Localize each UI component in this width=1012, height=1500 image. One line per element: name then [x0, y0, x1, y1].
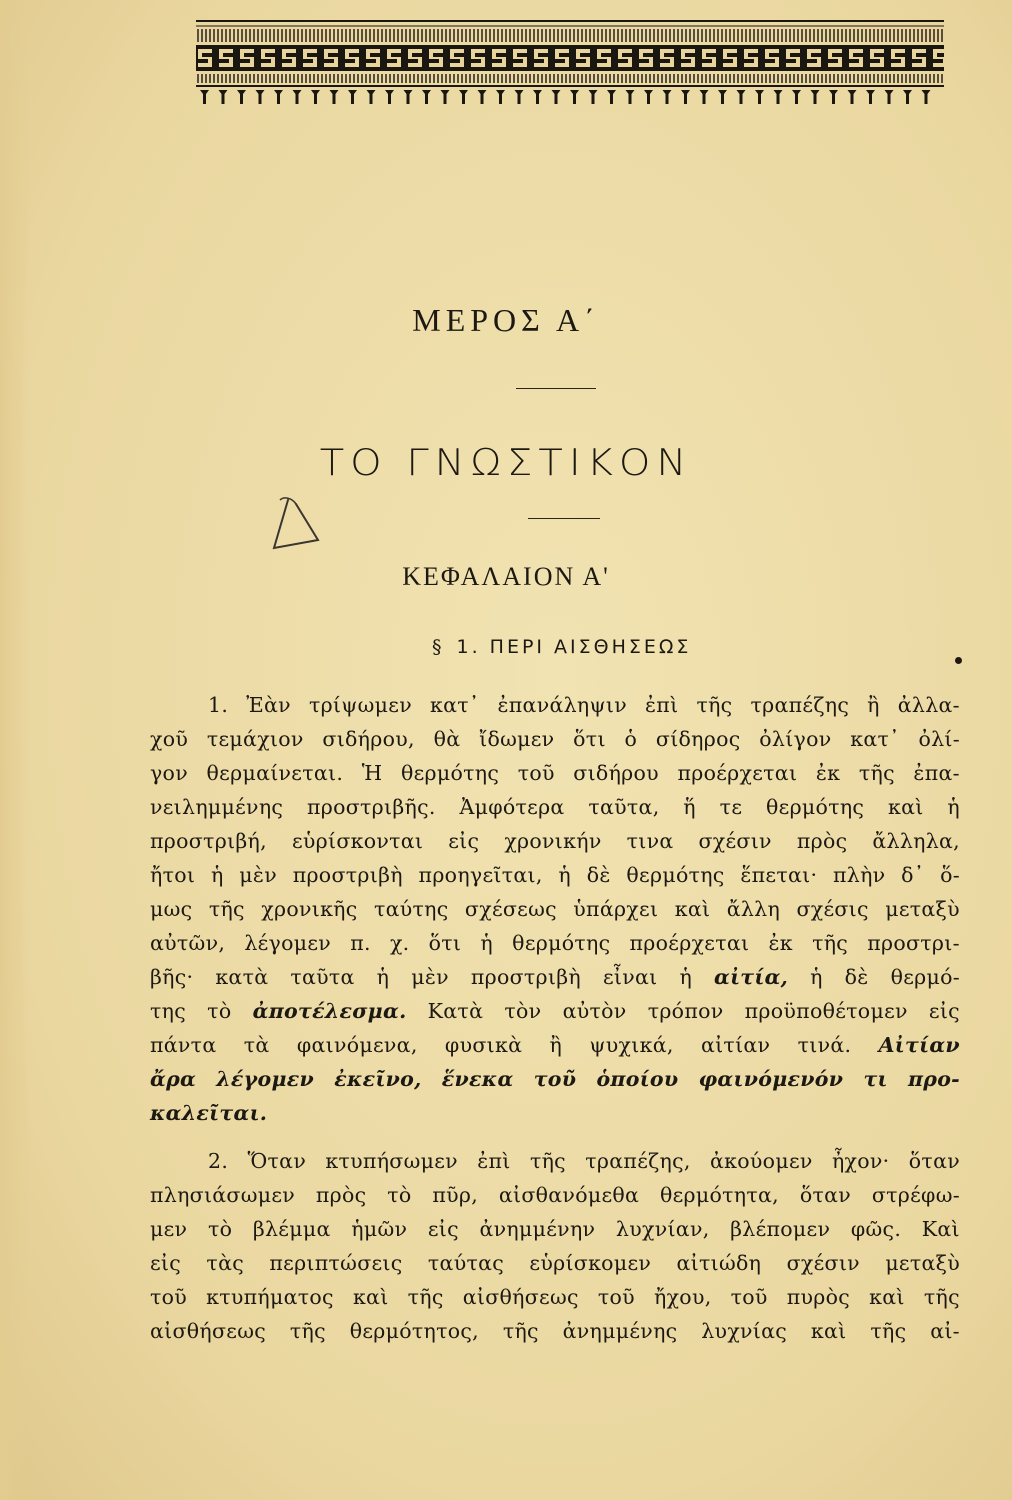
word: προστριβὴ: [292, 863, 403, 887]
word: καλεῖται.: [150, 1101, 268, 1125]
word: θερμό-: [890, 965, 960, 989]
word: αὐτῶν,: [150, 931, 226, 955]
word: τῆς: [289, 1319, 326, 1343]
word: ὁ: [624, 727, 638, 751]
word: θὰ: [433, 727, 461, 751]
word: περιπτώσεις: [269, 1251, 403, 1275]
word: ἀνημμένην: [479, 1217, 596, 1241]
word: ἐκ: [815, 761, 841, 785]
text-line: [150, 756, 960, 790]
word: Καὶ: [921, 1217, 960, 1241]
text-line: [150, 892, 960, 926]
word: πλὴν: [833, 863, 886, 887]
word: τὰ: [243, 1033, 270, 1057]
word: τῆς: [858, 761, 895, 785]
word: προηγεῖται,: [418, 863, 543, 887]
word: στρέφω-: [871, 1183, 960, 1207]
word: μεταξὺ: [885, 897, 960, 921]
divider-rule: [516, 388, 596, 389]
text-line: [150, 1096, 960, 1130]
word: ἐπὶ: [645, 693, 679, 717]
divider-rule: [528, 518, 600, 519]
word: τῆς: [870, 1319, 907, 1343]
word: ὅτι: [428, 931, 462, 955]
word: αἰτία,: [714, 965, 789, 989]
word: τῆς: [208, 897, 245, 921]
word: πλησιάσωμεν: [150, 1183, 296, 1207]
word: μεταξὺ: [885, 1251, 960, 1275]
word: εὑρίσκομεν: [529, 1251, 652, 1275]
work-title: ΤΟ ΓΝΩΣΤΙΚΟΝ: [319, 441, 693, 485]
page-edge-shadow: [0, 0, 30, 1500]
word: εἰς: [928, 999, 960, 1023]
text-line: [150, 824, 960, 858]
word: προ-: [907, 1067, 960, 1091]
word: ἀλλα-: [897, 693, 960, 717]
word: κατ᾽: [850, 727, 900, 751]
word: λέγομεν: [244, 931, 332, 955]
text-line: [150, 1028, 960, 1062]
word: λυχνίας: [701, 1319, 788, 1343]
word: βλέπομεν: [730, 1217, 831, 1241]
word: ταῦτα,: [588, 795, 660, 819]
word: τῆς: [407, 1285, 444, 1309]
word: πάντα: [150, 1033, 217, 1057]
word: αὐτὸν: [562, 999, 627, 1023]
word: ἄλλη: [726, 897, 781, 921]
word: γον: [150, 761, 188, 785]
word: ἴδωμεν: [479, 727, 555, 751]
word: θερμότης: [512, 931, 611, 955]
word: τὰς: [206, 1251, 244, 1275]
word: ταῦτα: [290, 965, 355, 989]
word: Ὅταν: [247, 1149, 307, 1173]
word: Ἀμφότερα: [459, 795, 565, 819]
word: ὅ-: [940, 863, 960, 887]
section-symbol: §: [432, 636, 445, 658]
section-label: 1. ΠΕΡΙ ΑΙΣΘΗΣΕΩΣ: [456, 636, 692, 658]
word: ἡ: [210, 863, 224, 887]
word: σχέσιν: [698, 829, 772, 853]
word: τῆς: [696, 693, 733, 717]
word: ἡ: [480, 931, 494, 955]
word: τινά.: [797, 1033, 852, 1057]
text-line: [150, 1212, 960, 1246]
word: σιδήρου: [573, 761, 659, 785]
word: καὶ: [674, 897, 711, 921]
word: προστριβή,: [150, 829, 267, 853]
word: πῦρ,: [432, 1183, 479, 1207]
word: ἤτοι: [150, 863, 196, 887]
greek-key-border: [196, 18, 944, 108]
word: ὁποίου: [596, 1067, 679, 1091]
word: ταύτης: [373, 897, 449, 921]
word: φῶς.: [850, 1217, 902, 1241]
word: εἰς: [427, 1217, 459, 1241]
word: ἡ: [810, 965, 823, 989]
text-line: [150, 1314, 960, 1348]
word: τὸ: [207, 1217, 233, 1241]
word: τὸ: [207, 999, 232, 1023]
word: τῆς: [529, 1149, 566, 1173]
word: σχέσιν: [786, 1251, 860, 1275]
text-line: [150, 1178, 960, 1212]
word: αἰτιώδη: [676, 1251, 762, 1275]
word: Κατὰ: [427, 999, 484, 1023]
word: χ.: [389, 931, 410, 955]
word: φαινόμενα,: [296, 1033, 418, 1057]
word: πρὸς: [796, 829, 848, 853]
word: φαινόμενόν: [698, 1067, 844, 1091]
word: σχέσις: [796, 897, 869, 921]
word: βῆς·: [150, 965, 194, 989]
word: ὀλίγον: [759, 727, 832, 751]
word: φυσικὰ: [444, 1033, 523, 1057]
word: π.: [350, 931, 371, 955]
word: καὶ: [869, 1285, 905, 1309]
word: καὶ: [810, 1319, 847, 1343]
word: τινα: [626, 829, 674, 853]
word: τοῦ: [150, 1285, 188, 1309]
word: κτυπήσωμεν: [325, 1149, 458, 1173]
word: ἡμῶν: [351, 1217, 408, 1241]
word: προέρχεται: [677, 761, 798, 785]
word: θερμότητα,: [659, 1183, 779, 1207]
word: αἰσθανόμεθα: [498, 1183, 640, 1207]
text-line: [150, 960, 960, 994]
word: μὲν: [411, 965, 449, 989]
word: ταύτας: [427, 1251, 505, 1275]
word: τρόπον: [647, 999, 724, 1023]
word: τι: [863, 1067, 888, 1091]
word: αἰσθήσεως: [150, 1319, 267, 1343]
word: τὸ: [387, 1183, 412, 1207]
word: σχέσεως: [464, 897, 557, 921]
word: νειλημμένης: [150, 795, 284, 819]
word: ἡ: [679, 965, 693, 989]
word: ἦχον·: [831, 1149, 890, 1173]
word: τοῦ: [533, 1067, 577, 1091]
word: ὀλί-: [918, 727, 960, 751]
word: μὲν: [239, 863, 277, 887]
word: πυρὸς: [786, 1285, 851, 1309]
word: κατὰ: [215, 965, 269, 989]
word: λυχνίαν,: [615, 1217, 710, 1241]
word: τρίψωμεν: [308, 693, 412, 717]
word: ἡ: [947, 795, 960, 819]
word: εἰς: [150, 1251, 182, 1275]
word: τεμάχιον: [206, 727, 304, 751]
word: σιδήρου,: [322, 727, 415, 751]
text-line: [208, 688, 960, 722]
text-line: [150, 722, 960, 756]
word: της: [150, 999, 187, 1023]
word: θερμαίνεται.: [206, 761, 344, 785]
word: χρονικήν: [504, 829, 602, 853]
word: τραπέζης,: [585, 1149, 691, 1173]
word: εὑρίσκονται: [291, 829, 424, 853]
word: τῆς: [923, 1285, 960, 1309]
word: ὅταν: [799, 1183, 852, 1207]
word: καὶ: [352, 1285, 389, 1309]
word: τοῦ: [597, 1285, 635, 1309]
word: θερμότητος,: [349, 1319, 479, 1343]
word: τῆς: [812, 931, 849, 955]
word: ὑπάρχει: [573, 897, 659, 921]
word: ἀποτέλεσμα.: [252, 999, 407, 1023]
word: βλέμμα: [252, 1217, 331, 1241]
word: ὅτι: [573, 727, 606, 751]
word: ἄλληλα,: [872, 829, 960, 853]
ink-dot: [955, 657, 962, 664]
word: Ἡ: [361, 761, 383, 785]
word: προστρι-: [867, 931, 960, 955]
word: τοῦ: [517, 761, 555, 785]
word: τὸν: [504, 999, 542, 1023]
section-title: [432, 636, 691, 658]
word: ὅταν: [908, 1149, 960, 1173]
word: ἕπεται·: [740, 863, 818, 887]
text-line: [150, 926, 960, 960]
word: θερμότης: [766, 795, 865, 819]
handwritten-delta-mark: [266, 494, 326, 558]
word: τραπέζης: [750, 693, 850, 717]
word: 1.: [208, 693, 229, 717]
word: αἰ-: [930, 1319, 960, 1343]
word: προέρχεται: [629, 931, 750, 955]
word: ἄρα: [150, 1067, 197, 1091]
word: θερμότης: [400, 761, 500, 785]
word: ἐκ: [768, 931, 793, 955]
word: 2.: [208, 1149, 229, 1173]
word: ἢ: [867, 693, 880, 717]
word: Αἰτίαν: [878, 1033, 960, 1057]
chapter-title: ΚΕΦΑΛΑΙΟΝ Α': [402, 562, 610, 591]
word: ἀνημμένης: [562, 1319, 678, 1343]
word: προστριβῆς.: [306, 795, 436, 819]
word: χρονικῆς: [261, 897, 358, 921]
word: ἐπα-: [913, 761, 960, 785]
word: προϋποθέτομεν: [744, 999, 908, 1023]
word: καὶ: [887, 795, 924, 819]
word: τε: [719, 795, 743, 819]
text-line: [208, 1144, 960, 1178]
word: δὲ: [586, 863, 611, 887]
word: ἕνεκα: [441, 1067, 514, 1091]
text-line: [150, 994, 960, 1028]
word: ψυχικά,: [589, 1033, 674, 1057]
text-line: [150, 1246, 960, 1280]
word: ἐπανάληψιν: [497, 693, 627, 717]
text-line: [150, 1062, 960, 1096]
word: τῆς: [502, 1319, 539, 1343]
word: αἰσθήσεως: [462, 1285, 579, 1309]
word: εἰς: [448, 829, 480, 853]
word: ἢ: [549, 1033, 563, 1057]
word: κατ᾽: [430, 693, 480, 717]
word: προστριβὴ: [470, 965, 581, 989]
word: χοῦ: [150, 727, 189, 751]
word: ἐπὶ: [477, 1149, 511, 1173]
word: σίδηρος: [655, 727, 741, 751]
word: ἐκεῖνο,: [334, 1067, 422, 1091]
word: ἀκούομεν: [710, 1149, 813, 1173]
word: Ἐὰν: [246, 693, 291, 717]
word: λέγομεν: [216, 1067, 315, 1091]
part-title: ΜΕΡΟΣ Α΄: [412, 302, 600, 338]
word: πρὸς: [315, 1183, 367, 1207]
word: τοῦ: [730, 1285, 768, 1309]
text-line: [150, 858, 960, 892]
word: θερμότης: [626, 863, 725, 887]
word: ἤχου,: [654, 1285, 712, 1309]
word: αἰτίαν: [700, 1033, 771, 1057]
word: εἶναι: [602, 965, 658, 989]
word: δ᾽: [901, 863, 925, 887]
word: μεν: [150, 1217, 188, 1241]
word: δὲ: [844, 965, 869, 989]
word: μως: [150, 897, 193, 921]
word: κτυπήματος: [206, 1285, 334, 1309]
word: ἥ: [683, 795, 696, 819]
text-line: [150, 790, 960, 824]
word: ἡ: [558, 863, 571, 887]
text-line: [150, 1280, 960, 1314]
word: ἡ: [376, 965, 390, 989]
